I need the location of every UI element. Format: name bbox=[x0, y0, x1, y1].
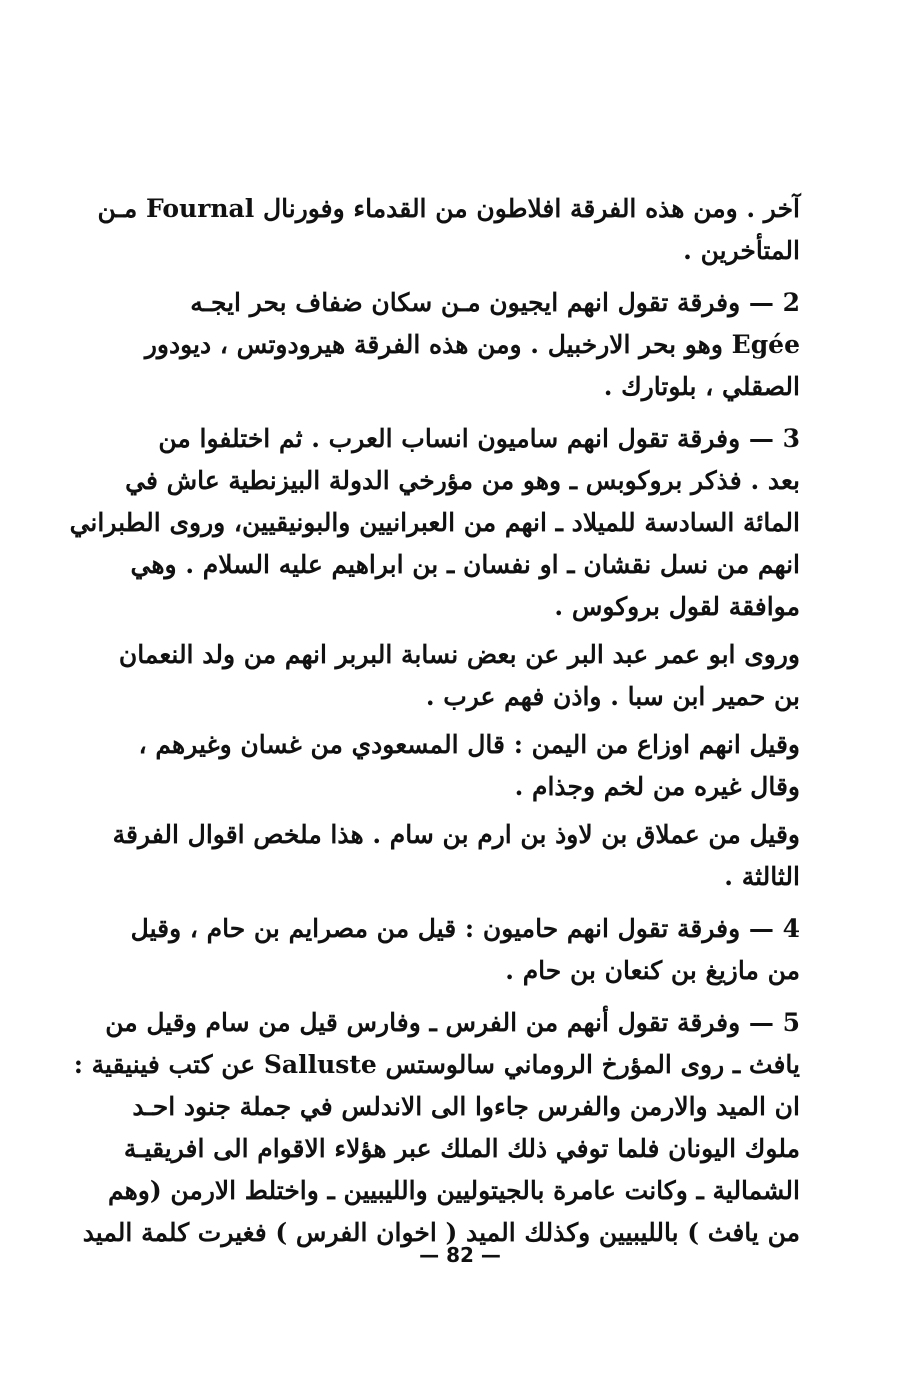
text-line: Egée وهو بحر الارخبيل . ومن هذه الفرقة هيرودوتس ، ديودور bbox=[144, 330, 800, 359]
text-line: وقيل من عملاق بن لاوذ بن ارم بن سام . هذا ملخص اقوال الفرقة bbox=[112, 820, 800, 849]
paragraph bbox=[97, 188, 800, 272]
text-line: بن حمير ابن سبا . واذن فهم عرب . bbox=[425, 682, 800, 711]
page-body bbox=[69, 188, 800, 1254]
text-line: الصقلي ، بلوتارك . bbox=[603, 372, 800, 401]
text-line: بعد . فذكر بروكوبس ـ وهو من مؤرخي الدولة البيزنطية عاش في bbox=[125, 466, 800, 495]
text-line: موافقة لقول بروكوس . bbox=[554, 592, 800, 621]
paragraph bbox=[130, 908, 800, 992]
text-line: 2 — وفرقة تقول انهم ايجيون مـن سكان ضفاف بحر ايجـه bbox=[190, 288, 800, 317]
text-line: آخر . ومن هذه الفرقة افلاطون من القدماء وفورنال Fournal مـن bbox=[97, 194, 800, 223]
paragraph bbox=[138, 724, 800, 808]
paragraph bbox=[118, 634, 800, 718]
paragraph bbox=[69, 418, 800, 628]
text-line: يافث ـ روى المؤرخ الروماني سالوستس Salluste عن كتب فينيقية : bbox=[73, 1050, 800, 1079]
text-line: وقيل انهم اوزاع من اليمن : قال المسعودي من غسان وغيرهم ، bbox=[138, 730, 800, 759]
text-line: ان الميد والارمن والفرس جاءوا الى الاندلس في جملة جنود احـد bbox=[132, 1092, 800, 1121]
paragraph bbox=[144, 282, 800, 408]
text-line: المتأخرين . bbox=[683, 236, 800, 265]
page-number: — 82 — bbox=[419, 1243, 501, 1267]
paragraph bbox=[73, 1002, 800, 1254]
text-line: 5 — وفرقة تقول أنهم من الفرس ـ وفارس قيل من سام وقيل من bbox=[105, 1008, 800, 1037]
paragraph bbox=[112, 814, 800, 898]
text-line: الثالثة . bbox=[724, 862, 800, 891]
text-line: وروى ابو عمر عبد البر عن بعض نسابة البربر انهم من ولد النعمان bbox=[118, 640, 800, 669]
text-line: وقال غيره من لخم وجذام . bbox=[514, 772, 800, 801]
text-line: 4 — وفرقة تقول انهم حاميون : قيل من مصرايم بن حام ، وقيل bbox=[130, 914, 800, 943]
text-line: الشمالية ـ وكانت عامرة بالجيتوليين والليبيين ـ واختلط الارمن (وهم bbox=[107, 1176, 800, 1205]
text-line: المائة السادسة للميلاد ـ انهم من العبرانيين والبونيقيين، وروى الطبراني bbox=[69, 508, 800, 537]
text-line: ملوك اليونان فلما توفي ذلك الملك عبر هؤلاء الاقوام الى افريقيـة bbox=[123, 1134, 800, 1163]
text-line: من يافث ) بالليبيين وكذلك الميد ( اخوان الفرس ) فغيرت كلمة الميد bbox=[82, 1218, 800, 1247]
text-line: انهم من نسل نقشان ـ او نفسان ـ بن ابراهيم عليه السلام . وهي bbox=[130, 550, 800, 579]
text-line: من مازيغ بن كنعان بن حام . bbox=[505, 956, 800, 985]
text-line: 3 — وفرقة تقول انهم ساميون انساب العرب . ثم اختلفوا من bbox=[158, 424, 800, 453]
